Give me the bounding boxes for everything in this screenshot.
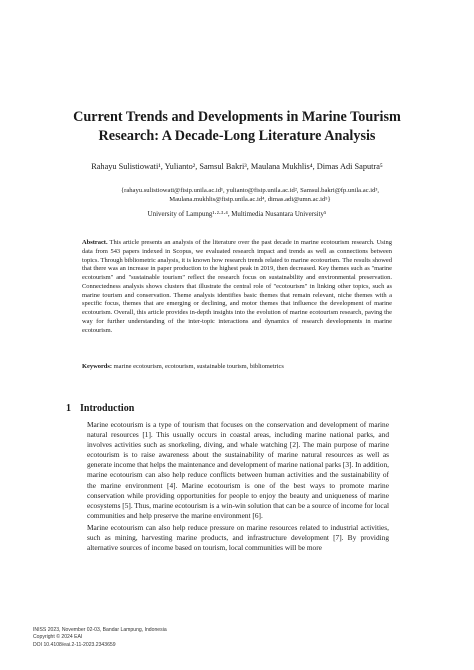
abstract-text: This article presents an analysis of the literature over the past decade in marine ecotourism research. Using data from 543 papers indexed in Scopus, we evaluated research impact and trends as well as connections between topics. Through bibliometric analysis, it is known how research trends related to marine ecotourism. The results showed that there was an increase in paper production to the highest peak in 2019, then decreased. Key themes such as "marine ecotourism" and "sustainable tourism" reflect the research focus on sustainability and environmental preservation. Connectedness analysis shows clusters that illustrate the central role of "ecotourism" in linking other topics, such as marine tourism and conservation. Theme analysis identifies basic themes that remain relevant, niche themes with a specific focus, themes that are emerging or declining, and motor themes that influence the development of marine ecotourism. Overall, this article provides in-depth insights into the evolution of marine ecotourism research, paving the way for further understanding of the inter-topic interactions and dynamics of research developments in marine ecotourism. (82, 239, 392, 334)
emails-line-2: Maulana.mukhlis@fisip.unila.ac.id⁴, dimas.adi@umn.ac.id⁵} (169, 196, 331, 204)
section-title: Introduction (80, 403, 135, 414)
keywords (82, 363, 392, 372)
section-heading (66, 403, 143, 414)
paragraph-2: Marine ecotourism can also help reduce pressure on marine resources related to industrial activities, such as mining, harvesting marine products, and infrastructure development [7]. By providing alternative sources of income based on tourism, local communities will be more (87, 523, 389, 553)
abstract-label: Abstract. (82, 239, 108, 246)
affiliations: University of Lampung¹·²·³·⁴, Multimedia Nusantara University⁵ (147, 211, 327, 218)
emails-line-1: {rahayu.sulistiowati@fisip.unila.ac.id¹, yulianto@fisip.unila.ac.id², Samsul.bakri@fp.unila.ac.id³, (120, 187, 380, 194)
section-number: 1 (66, 403, 71, 414)
author-list: Rahayu Sulistiowati¹, Yulianto², Samsul Bakri³, Maulana Mukhlis⁴, Dimas Adi Saputra⁵ (91, 162, 383, 171)
paragraph-1: Marine ecotourism is a type of tourism that focuses on the conservation and development of marine natural resources [1]. This usually occurs in coastal areas, including marine national parks, and involves activities such as snorkeling, diving, and whale watching [2]. The main purpose of marine ecotourism is to raise awareness about the sustainability of marine natural resources as well as generate income that helps the maintenance and development of marine national parks [3]. In addition, marine ecotourism can also help reduce conflicts between human activities and the sustainability of the marine environment [4]. Marine ecotourism is one of the best ways to promote marine conservation while providing opportunities for people to enjoy the beauty and uniqueness of marine ecosystems [5]. Thus, marine ecotourism is a win-win solution that can be a source of income for local communities and help preserve the marine environment [6]. (87, 420, 389, 520)
author-emails (100, 186, 400, 205)
footer-conference: INISS 2023, November 02-03, Bandar Lampung, Indonesia (33, 627, 167, 633)
keywords-label: Keywords: (82, 363, 113, 370)
footer-copyright: Copyright © 2024 EAI (33, 634, 83, 641)
paper-title: Current Trends and Developments in Marine Tourism Research: A Decade-Long Literature Analysis (73, 109, 401, 144)
keywords-text: marine ecotourism, ecotourism, sustainable tourism, bibliometrics (113, 363, 284, 370)
footer-doi: DOI 10.4108/eai.2-11-2023.2343659 (33, 641, 116, 648)
abstract (82, 239, 392, 335)
page-footer (33, 627, 167, 649)
